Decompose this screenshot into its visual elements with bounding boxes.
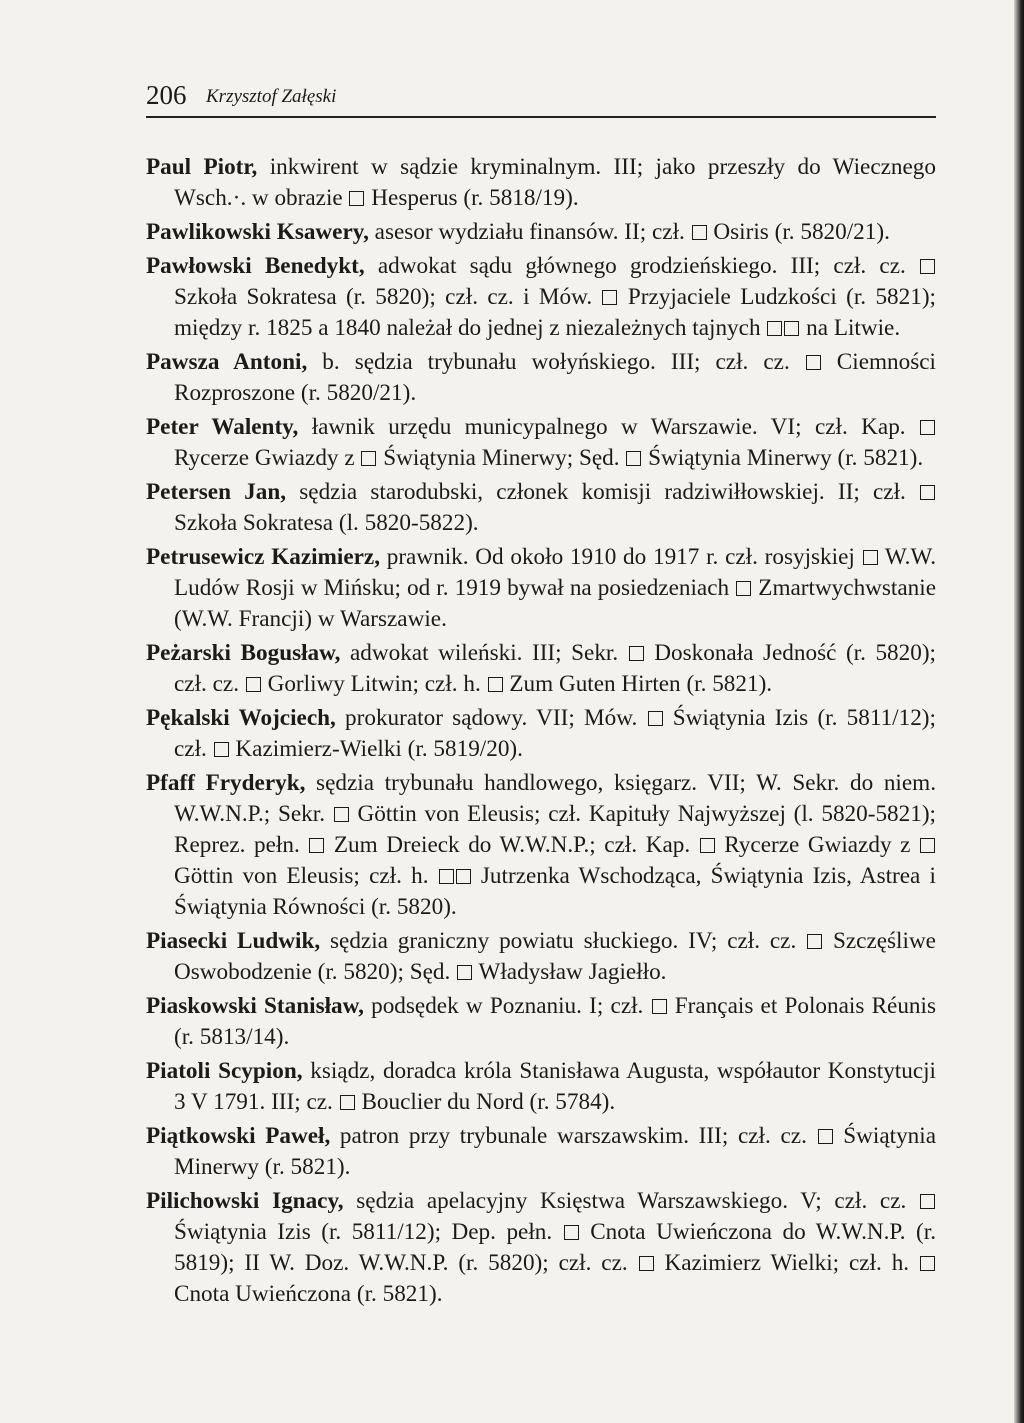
entry-text: Szkoła Sokratesa (r. 5820); czł. cz. i Mów.	[174, 284, 602, 310]
entry-name: Piatoli Scypion,	[146, 1058, 303, 1084]
entry-text: Hesperus (r. 5818/19).	[365, 185, 579, 211]
lodge-symbol-icon	[626, 451, 641, 466]
lodge-symbol-icon	[488, 677, 503, 692]
dictionary-entry	[146, 703, 936, 765]
lodge-symbol-icon	[920, 1256, 935, 1271]
entry-text: Rycerze Gwiazdy z	[715, 832, 919, 858]
entry-name: Paul Piotr,	[146, 154, 258, 180]
entry-text: sędzia starodubski, członek komisji radziwiłłowskiej. II; czł.	[286, 479, 920, 505]
lodge-symbol-icon	[246, 677, 261, 692]
dictionary-entry	[146, 347, 936, 409]
entry-text: b. sędzia trybunału wołyńskiego. III; czł. cz.	[307, 349, 805, 375]
entry-text: Zum Dreieck do W.W.N.P.; czł. Kap.	[325, 832, 699, 858]
lodge-symbol-icon	[863, 550, 878, 565]
entry-text: Szkoła Sokratesa (l. 5820-5822).	[174, 510, 479, 536]
entry-text: Osiris (r. 5820/21).	[707, 219, 890, 245]
dictionary-entry	[146, 1056, 936, 1118]
lodge-symbol-icon	[767, 321, 782, 336]
dictionary-entry	[146, 991, 936, 1053]
running-header-author: Krzysztof Załęski	[206, 86, 337, 107]
lodge-symbol-icon	[920, 838, 935, 853]
lodge-symbol-icon	[818, 1129, 833, 1144]
entry-text: Świątynia Izis (r. 5811/12); czł.	[174, 705, 936, 762]
entry-text: patron przy trybunale warszawskim. III; czł. cz.	[330, 1123, 817, 1149]
entry-text: Władysław Jagiełło.	[473, 959, 667, 985]
entry-text: adwokat sądu głównego grodzieńskiego. III; czł. cz.	[364, 253, 919, 279]
entry-text: Przyjaciele Ludzkości (r. 5821); między r. 1825 a 1840 należał do jednej z niezależnych tajnych	[174, 284, 936, 341]
entry-text: Doskonała Jedność (r. 5820); czł. cz.	[174, 640, 936, 697]
page-number: 206	[146, 80, 187, 110]
dictionary-entry	[146, 1121, 936, 1183]
lodge-symbol-icon	[807, 934, 822, 949]
entry-name: Piaskowski Stanisław,	[146, 993, 364, 1019]
entry-name: Pawsza Antoni,	[146, 349, 308, 375]
dictionary-entry	[146, 638, 936, 700]
lodge-symbol-icon	[439, 869, 454, 884]
lodge-symbol-icon	[920, 485, 935, 500]
entry-text: Świątynia Minerwy; Sęd.	[377, 445, 626, 471]
entry-text: Kazimierz Wielki; czł. h.	[654, 1250, 919, 1276]
lodge-symbol-icon	[692, 225, 707, 240]
page-edge-shadow	[1014, 0, 1024, 1423]
dictionary-entry	[146, 477, 936, 539]
lodge-symbol-icon	[564, 1225, 579, 1240]
entry-name: Pękalski Wojciech,	[146, 705, 336, 731]
lodge-symbol-icon	[736, 581, 751, 596]
entry-text: adwokat wileński. III; Sekr.	[340, 640, 628, 666]
dictionary-entry	[146, 217, 936, 248]
entry-text: asesor wydziału finansów. II; czł.	[368, 219, 691, 245]
entry-name: Pfaff Fryderyk,	[146, 770, 306, 796]
lodge-symbol-icon	[457, 965, 472, 980]
lodge-symbol-icon	[456, 869, 471, 884]
lodge-symbol-icon	[920, 1194, 935, 1209]
entry-name: Piątkowski Paweł,	[146, 1123, 331, 1149]
lodge-symbol-icon	[602, 290, 617, 305]
entry-text: Français et Polonais Réunis (r. 5813/14).	[174, 993, 936, 1050]
entry-text: W.W. Ludów Rosji w Mińsku; od r. 1919 bywał na posiedzeniach	[174, 544, 937, 601]
entry-name: Pilichowski Ignacy,	[146, 1188, 344, 1214]
entry-text: prawnik. Od około 1910 do 1917 r. czł. rosyjskiej	[380, 544, 862, 570]
entry-text: ławnik urzędu municypalnego w Warszawie. VI; czł. Kap.	[298, 414, 920, 440]
entry-text: Świątynia Minerwy (r. 5821).	[642, 445, 924, 471]
entry-text: Świątynia Minerwy (r. 5821).	[174, 1123, 936, 1180]
dictionary-entry	[146, 768, 936, 923]
entry-text: Ciemności Rozproszone (r. 5820/21).	[174, 349, 936, 406]
entry-name: Piasecki Ludwik,	[146, 928, 321, 954]
dictionary-entry	[146, 926, 936, 988]
entry-text: Göttin von Eleusis; czł. Kapituły Najwyższej (l. 5820-5821); Reprez. pełn.	[174, 801, 936, 858]
lodge-symbol-icon	[309, 838, 324, 853]
lodge-symbol-icon	[629, 646, 644, 661]
entry-text: na Litwie.	[800, 315, 901, 341]
entry-text: Zum Guten Hirten (r. 5821).	[503, 671, 773, 697]
lodge-symbol-icon	[340, 1095, 355, 1110]
entry-text: Göttin von Eleusis; czł. h.	[174, 863, 438, 889]
entry-name: Petersen Jan,	[146, 479, 287, 505]
entry-text: ksiądz, doradca króla Stanisława Augusta, współautor Konstytucji 3 V 1791. III; cz.	[174, 1058, 936, 1115]
dictionary-entry	[146, 542, 936, 635]
lodge-symbol-icon	[700, 838, 715, 853]
entry-text: sędzia apelacyjny Księstwa Warszawskiego. V; czł. cz.	[343, 1188, 919, 1214]
lodge-symbol-icon	[652, 999, 667, 1014]
entry-text: sędzia graniczny powiatu słuckiego. IV; czł. cz.	[320, 928, 807, 954]
entry-text: prokurator sądowy. VII; Mów.	[335, 705, 647, 731]
entry-text: Rycerze Gwiazdy z	[174, 445, 361, 471]
lodge-symbol-icon	[920, 259, 935, 274]
entry-text: Jutrzenka Wschodząca, Świątynia Izis, Astrea i Świątynia Równości (r. 5820).	[174, 863, 936, 920]
entry-text: Bouclier du Nord (r. 5784).	[355, 1089, 616, 1115]
dictionary-entry	[146, 1186, 936, 1310]
lodge-symbol-icon	[639, 1256, 654, 1271]
entry-text: Szczęśliwe Oswobodzenie (r. 5820); Sęd.	[174, 928, 936, 985]
lodge-symbol-icon	[806, 355, 821, 370]
entry-name: Pawłowski Benedykt,	[146, 253, 365, 279]
running-header	[146, 78, 936, 118]
dictionary-entry	[146, 251, 936, 344]
entry-name: Peżarski Bogusław,	[146, 640, 341, 666]
entry-text: Cnota Uwieńczona do W.W.N.P. (r. 5819); II W. Doz. W.W.N.P. (r. 5820); czł. cz.	[174, 1219, 936, 1276]
entry-text: Zmartwychwstanie (W.W. Francji) w Warszawie.	[174, 575, 936, 632]
lodge-symbol-icon	[784, 321, 799, 336]
entry-text: Kazimierz-Wielki (r. 5819/20).	[229, 736, 523, 762]
lodge-symbol-icon	[920, 420, 935, 435]
lodge-symbol-icon	[214, 742, 229, 757]
dictionary-entry	[146, 412, 936, 474]
entry-text: Świątynia Izis (r. 5811/12); Dep. pełn.	[174, 1219, 563, 1245]
entry-name: Peter Walenty,	[146, 414, 299, 440]
entry-name: Petrusewicz Kazimierz,	[146, 544, 380, 570]
entry-name: Pawlikowski Ksawery,	[146, 219, 369, 245]
entry-text: inkwirent w sądzie kryminalnym. III; jako przeszły do Wiecznego Wsch.·. w obrazie	[174, 154, 936, 211]
lodge-symbol-icon	[648, 711, 663, 726]
lodge-symbol-icon	[334, 807, 349, 822]
entry-text: Gorliwy Litwin; czł. h.	[261, 671, 487, 697]
lodge-symbol-icon	[349, 191, 364, 206]
entry-text: Cnota Uwieńczona (r. 5821).	[174, 1281, 443, 1307]
dictionary-entry	[146, 152, 936, 214]
lodge-symbol-icon	[361, 451, 376, 466]
entry-text: podsędek w Poznaniu. I; czł.	[363, 993, 651, 1019]
entry-text: sędzia trybunału handlowego, księgarz. VII; W. Sekr. do niem. W.W.N.P.; Sekr.	[174, 770, 936, 827]
dictionary-entries	[146, 152, 936, 1313]
